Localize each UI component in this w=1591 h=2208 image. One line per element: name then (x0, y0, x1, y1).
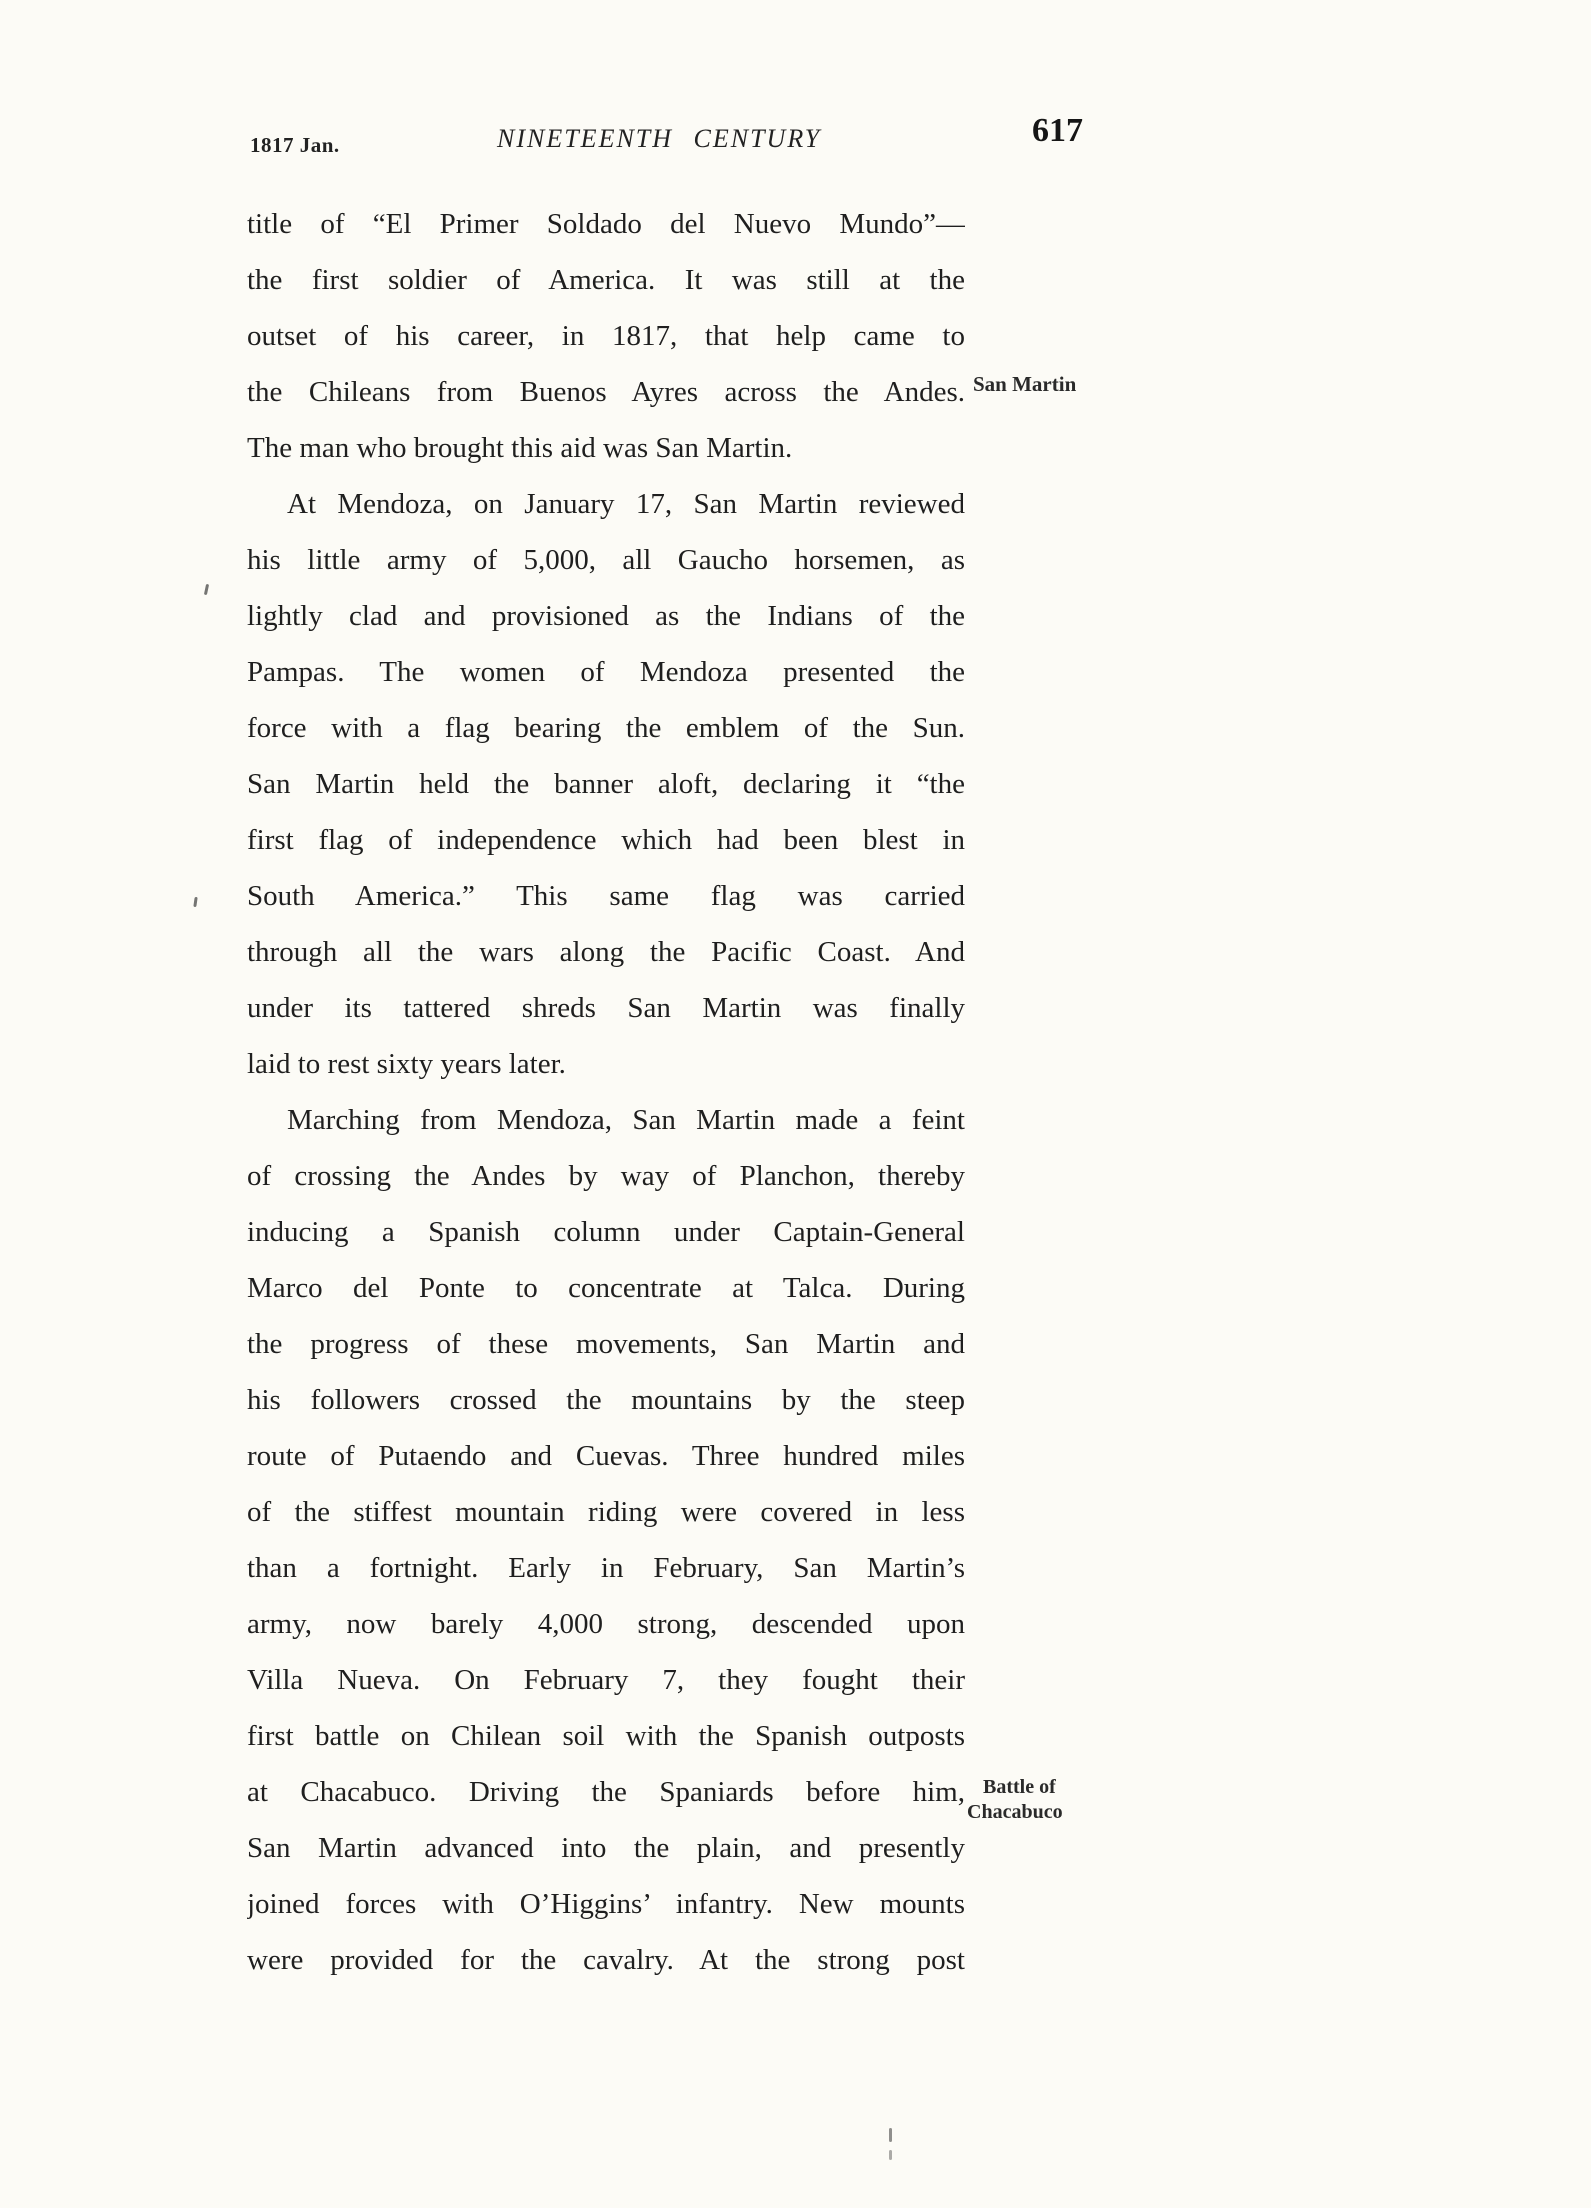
text-line: through all the wars along the Pacific Coast. And (247, 936, 965, 968)
scan-artifact (889, 2150, 892, 2160)
margin-note-text: Chacabuco (967, 1801, 1063, 1823)
text-line: under its tattered shreds San Martin was finally (247, 992, 965, 1024)
text-line: Marco del Ponte to concentrate at Talca. During (247, 1272, 965, 1304)
text-line: joined forces with O’Higgins’ infantry. New mounts (247, 1888, 965, 1920)
text-line: At Mendoza, on January 17, San Martin reviewed (287, 488, 965, 520)
page-number: 617 (1032, 112, 1083, 149)
text-line: army, now barely 4,000 strong, descended upon (247, 1608, 965, 1640)
text-line: inducing a Spanish column under Captain-General (247, 1216, 965, 1248)
text-line: lightly clad and provisioned as the Indians of the (247, 600, 965, 632)
text-line: San Martin advanced into the plain, and presently (247, 1832, 965, 1864)
text-line: South America.” This same flag was carried (247, 880, 965, 912)
text-line: first flag of independence which had been blest in (247, 824, 965, 856)
text-line: San Martin held the banner aloft, declaring it “the (247, 768, 965, 800)
text-line: force with a flag bearing the emblem of the Sun. (247, 712, 965, 744)
text-line: The man who brought this aid was San Martin. (247, 432, 793, 464)
text-line: Pampas. The women of Mendoza presented the (247, 656, 965, 688)
text-line: of crossing the Andes by way of Planchon, thereby (247, 1160, 965, 1192)
text-line: his little army of 5,000, all Gaucho horsemen, as (247, 544, 965, 576)
text-line: route of Putaendo and Cuevas. Three hundred miles (247, 1440, 965, 1472)
margin-note-text: Battle of (983, 1776, 1056, 1798)
margin-note-san-martin (973, 372, 1076, 397)
margin-note-text: San Martin (973, 372, 1077, 396)
text-line: at Chacabuco. Driving the Spaniards before him, (247, 1776, 965, 1808)
scan-artifact (889, 2128, 892, 2142)
text-line: the Chileans from Buenos Ayres across the Andes. (247, 376, 965, 408)
header-date: 1817 Jan. (250, 133, 340, 157)
margin-note-battle-of-chacabuco (967, 1775, 1063, 1825)
text-line: the progress of these movements, San Martin and (247, 1328, 965, 1360)
text-line: first battle on Chilean soil with the Spanish outposts (247, 1720, 965, 1752)
scan-artifact (193, 897, 197, 907)
text-line: title of “El Primer Soldado del Nuevo Mundo”— (247, 208, 965, 240)
text-line: Marching from Mendoza, San Martin made a feint (287, 1104, 965, 1136)
running-title: NINETEENTH CENTURY (497, 124, 822, 153)
text-line: of the stiffest mountain riding were covered in less (247, 1496, 965, 1528)
text-line: were provided for the cavalry. At the strong post (247, 1944, 965, 1976)
body-text (247, 196, 965, 1988)
scan-artifact (204, 584, 209, 595)
text-line: outset of his career, in 1817, that help came to (247, 320, 965, 352)
text-line: the first soldier of America. It was still at the (247, 264, 965, 296)
text-line: Villa Nueva. On February 7, they fought their (247, 1664, 965, 1696)
text-line: his followers crossed the mountains by the steep (247, 1384, 965, 1416)
text-line: laid to rest sixty years later. (247, 1048, 566, 1080)
text-line: than a fortnight. Early in February, San Martin’s (247, 1552, 965, 1584)
